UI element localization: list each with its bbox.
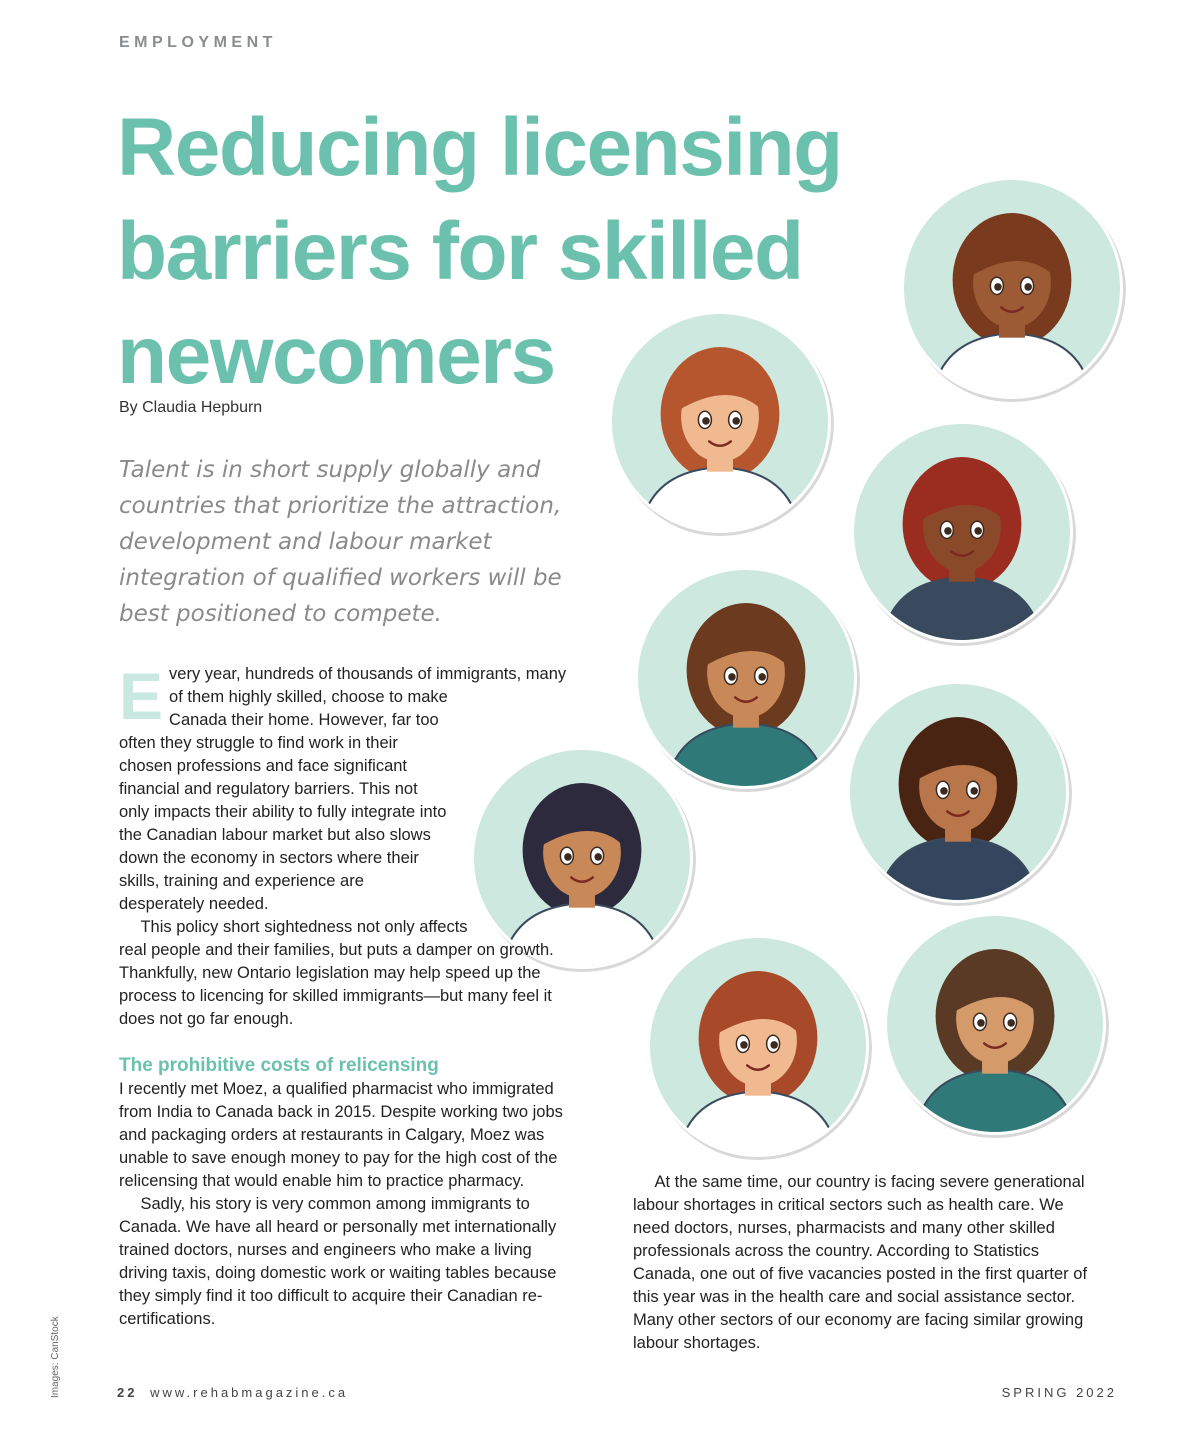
pupil-left: [977, 1019, 985, 1027]
subhead: The prohibitive costs of relicensing: [119, 1055, 439, 1076]
pupil-left: [994, 283, 1002, 291]
pupil-left: [944, 527, 952, 535]
pupil-right: [758, 673, 766, 681]
pupil-right: [1007, 1019, 1015, 1027]
portrait-doctor-man-mask: [644, 932, 872, 1160]
issue-label: SPRING 2022: [1001, 1385, 1117, 1400]
standfirst: Talent is in short supply globally and countries that prioritize the attraction, development and labour market integration of qualified workers will be best positioned to compete.: [119, 457, 562, 627]
pupil-right: [732, 417, 740, 425]
page-number: 22: [117, 1385, 138, 1400]
footer-left: [117, 1385, 348, 1400]
byline: By Claudia Hepburn: [119, 399, 263, 416]
paragraph-5: At the same time, our country is facing severe generational labour shortages in critical sectors such as health care. We need doctors, nurses, pharmacists and many other skilled professionals across the country. According to Statistics Canada, one out of five vacancies posted in the first quarter of this year was in the health care and social assistance sector. Many other sectors of our economy are facing similar growing labour shortages.: [633, 1173, 1088, 1352]
wrap-shape: [449, 713, 689, 953]
pupil-right: [1024, 283, 1032, 291]
paragraph-3: I recently met Moez, a qualified pharmacist who immigrated from India to Canada back in 2015. Despite working two jobs and packaging orders at restaurants in Calgary, Moez was unable to save enough money to pay for the high cost of the relicensing that would enable him to practice pharmacy.: [119, 1080, 563, 1190]
portrait-doctor-woman-long-hair: [898, 174, 1126, 402]
pupil-left: [702, 417, 710, 425]
section-label: EMPLOYMENT: [119, 34, 277, 51]
portrait-worker-woman-curly: [848, 418, 1076, 646]
paragraph-2: This policy short sightedness not only affects real people and their families, but puts a damper on growth. Thankfully, new Ontario legislation may help speed up the process to licencing for skilled immigrants—but many feel it does not go far enough.: [119, 918, 554, 1028]
portrait-doctor-woman-updo: [606, 308, 834, 536]
pupil-right: [974, 527, 982, 535]
pupil-left: [740, 1041, 748, 1049]
paragraph-4: Sadly, his story is very common among immigrants to Canada. We have all heard or personally met internationally trained doctors, nurses and engineers who make a living driving taxis, doing domestic work or waiting tables because they simply find it too difficult to acquire their Canadian re- certifications.: [119, 1195, 557, 1328]
headline: Reducing licensing barriers for skilled newcomers: [117, 102, 842, 401]
portrait-worker-man: [844, 678, 1072, 906]
body-column-left: [119, 659, 569, 1031]
portrait-doctor-man-glasses: [881, 910, 1109, 1138]
pupil-left: [940, 787, 948, 795]
body-column-right: [633, 1171, 1103, 1355]
body-column-left-lower: [119, 1054, 574, 1331]
pupil-right: [770, 1041, 778, 1049]
image-credit: Images: CanStock: [50, 1316, 61, 1398]
paragraph-1-text: very year, hundreds of thousands of immigrants, many of them highly skilled, choose to make Canada their home. However, far too often they struggle to find work in their chosen professions and face significant financial and regulatory barriers. This not only impacts their ability to fully integrate into the Canadian labour market but also slows down the economy in sectors where their skills, training and experience are desperately needed.: [119, 665, 567, 913]
pupil-right: [970, 787, 978, 795]
website-link[interactable]: www.rehabmagazine.ca: [150, 1385, 349, 1400]
drop-cap: E: [119, 659, 164, 733]
pupil-left: [728, 673, 736, 681]
